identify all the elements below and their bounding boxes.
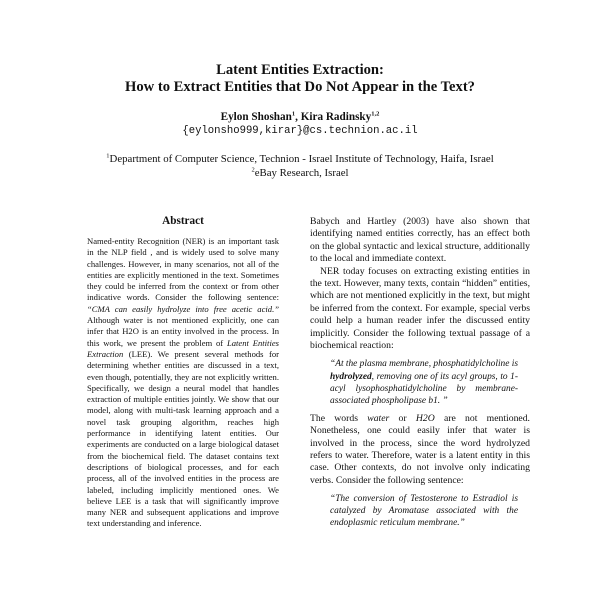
abstract-term: Latent Entities Extraction xyxy=(87,337,279,359)
body-right-column xyxy=(310,216,530,536)
author-name: Eylon Shoshan xyxy=(220,111,292,123)
author-list xyxy=(0,110,600,124)
body-paragraph: The words water or H2O are not mentioned. Nonetheless, one could easily infer that water is involved in the process, since the word hydrolyzed refers to water. Therefore, water is a latent entity in this case. Other contexts, do not involve only indicating verbs. Consider the following sentence: xyxy=(310,412,530,486)
quote-emphasis: hydrolyzed xyxy=(330,371,372,382)
body-paragraph: NER today focuses on extracting existing entities in the text. However, many texts, contain “hidden” entities, which are not mentioned explicitly in the text, but might be inferred from the context. For example, special verbs could help a human reader infer the discussed entity implicitly. Consider the following textual passage of a biochemical reaction: xyxy=(310,265,530,352)
affiliations xyxy=(0,152,600,180)
author-affil-mark: 1 xyxy=(291,110,296,118)
affiliation-1: $^1$Department of Computer Science, Technion - Israel Institute of Technology, Haifa, Israel xyxy=(106,152,494,165)
author-affil-mark: 1,2 xyxy=(371,110,380,118)
abstract-example: “CMA can easily hydrolyze into free acetic acid.” xyxy=(87,303,279,314)
title-line-2: How to Extract Entities that Do Not Appear in the Text? xyxy=(125,79,475,95)
body-paragraph: Babych and Hartley (2003) have also shown that identifying named entities correctly, has an effect both on the global syntactic and lexical structure, additionally to the local and immediate context. xyxy=(310,216,530,265)
affiliation-2: $^2$eBay Research, Israel xyxy=(251,166,349,179)
author-emails: {eylonsho999,kirar}@cs.technion.ac.il xyxy=(182,125,418,137)
abstract-text: Named-entity Recognition (NER) is an important task in the NLP field , and is widely used to solve many challenges. However, in many scenarios, not all of the entities are explicitly mentioned in the text. Sometimes they could be inferred from the context or from other indicative words. Consider the following sentence: “CMA can easily hydrolyze into free acetic acid.” Although water is not mentioned explicitly, one can infer that H2O is an entity involved in the process. In this work, we present the problem of Latent Entities Extraction (LEE). We present several methods for determining whether entities are discussed in a text, even though, potentially, they are not explicitly written. Specifically, we design a neural model that handles extraction of multiple entities jointly. We show that our model, along with multi-task learning approach and a novel task grouping algorithm, reaches high performance in identifying latent entities. Our experiments are conducted on a large biological dataset from the biochemical field. The dataset contains text descriptions of biological processes, and for each process, all of the involved entities in the process are labeled, including implicitly mentioned ones. We believe LEE is a task that will significantly improve many NER and subsequent applications and improve text understanding and inference. xyxy=(87,236,279,529)
author-name: Kira Radinsky xyxy=(300,111,372,123)
title-line-1: Latent Entities Extraction: xyxy=(216,62,384,78)
author-separator: , xyxy=(295,111,301,123)
example-quote: “The conversion of Testosterone to Estradiol is catalyzed by Aromatase associated with the endoplasmic reticulum membrane.” xyxy=(330,494,518,529)
example-quote: “At the plasma membrane, phosphatidylcholine is hydrolyzed, removing one of its acyl groups, to 1-acyl lysophosphatidylcholine by membrane-associated phospholipase b1. ” xyxy=(330,359,519,406)
affil-mark: 2 xyxy=(251,166,255,174)
affil-mark: 1 xyxy=(106,152,110,160)
abstract-heading: Abstract xyxy=(162,215,204,227)
paper-title xyxy=(0,62,600,96)
